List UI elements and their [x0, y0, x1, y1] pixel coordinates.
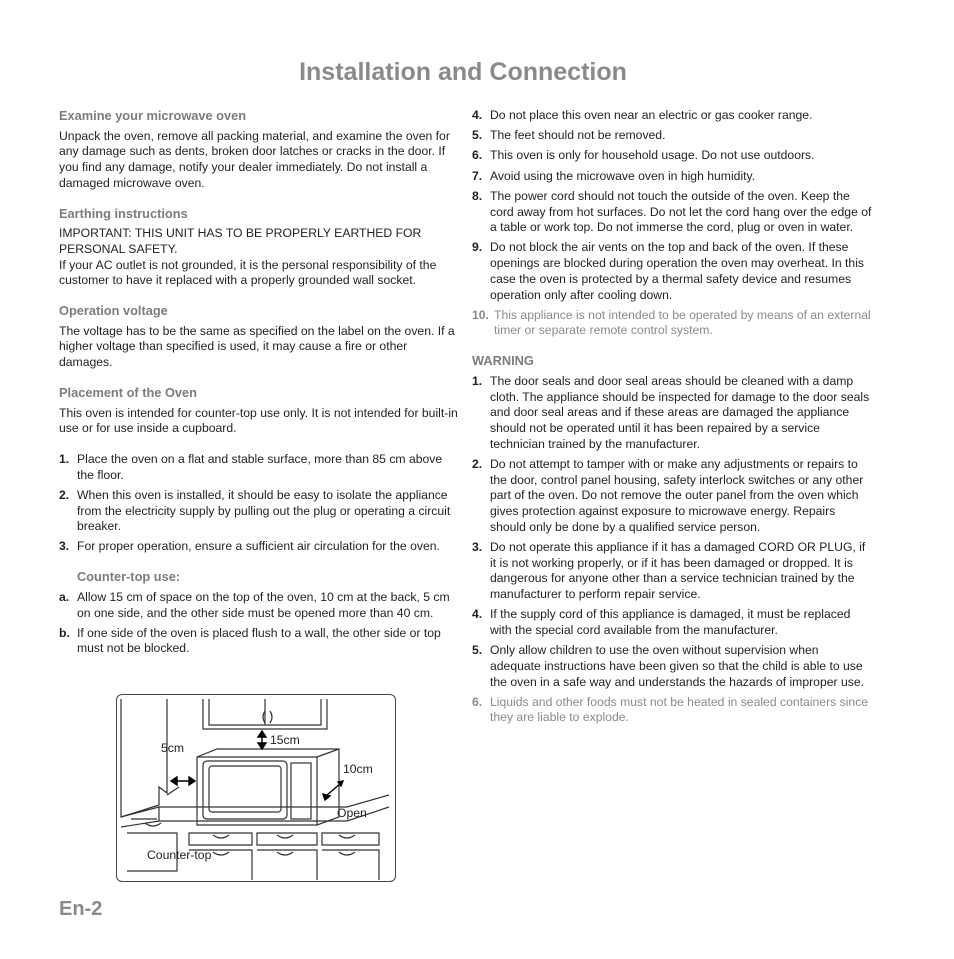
label-15cm: 15cm [270, 733, 300, 747]
text-earthing-ac: If your AC outlet is not grounded, it is the personal responsibility of the customer to have it replaced with a properly grounded wall socket. [59, 257, 437, 288]
section-examine [59, 108, 459, 192]
list-item: 1. The door seals and door seal areas should be cleaned with a damp cloth. The appliance should be inspected for damage to the door seals and door seal areas and if these areas are damaged the appliance should not be operated until it has been repaired by a service technician trained by the manufacturer. [472, 373, 870, 451]
list-item: 5. Only allow children to use the oven without supervision when adequate instructions have been given so that the child is able to use the oven in a safe way and understands the hazards of improper use. [472, 643, 864, 689]
list-item: b. If one side of the oven is placed flush to a wall, the other side or top must not be blocked. [59, 625, 441, 656]
oven-placement-illustration [116, 694, 396, 882]
list-item: 2. When this oven is installed, it should be easy to isolate the appliance from the electricity supply by pulling out the plug or operating a circuit breaker. [59, 487, 451, 534]
section-voltage [59, 303, 459, 371]
page-title: Installation and Connection [299, 58, 627, 86]
page-number: En-2 [59, 898, 103, 920]
list-item: 4. Do not place this oven near an electric or gas cooker range. [472, 108, 813, 122]
heading-placement: Placement of the Oven [59, 384, 197, 400]
section-placement [59, 385, 459, 555]
list-item: 3. Do not operate this appliance if it has a damaged CORD OR PLUG, if it is not working properly, or if it has been damaged or dropped. It is dangerous for anyone other than a service technician trained by the manufacturer to perform repair service. [472, 539, 866, 601]
label-10cm: 10cm [343, 762, 373, 776]
left-column [59, 108, 459, 662]
heading-countertop: Counter-top use: [77, 569, 181, 585]
section-earthing [59, 206, 459, 290]
label-countertop: Counter-top [147, 848, 212, 862]
list-item: 9. Do not block the air vents on the top and back of the oven. If these openings are blocked during operation the oven may overheat. In this case the oven is protected by a thermal safety device and resumes operation only after cooling down. [472, 240, 864, 302]
list-item: 3. For proper operation, ensure a sufficient air circulation for the oven. [59, 539, 440, 554]
countertop-list [59, 590, 459, 657]
heading-warning: WARNING [472, 353, 534, 369]
list-item: a. Allow 15 cm of space on the top of the oven, 10 cm at the back, 5 cm on one side, and the other side must be opened more than 40 cm. [59, 589, 450, 620]
list-item: 4. If the supply cord of this appliance is damaged, it must be replaced with the special cord available from the manufacturer. [472, 607, 851, 637]
label-5cm: 5cm [161, 741, 185, 755]
warning-list [472, 374, 872, 726]
list-item: 7. Avoid using the microwave oven in high humidity. [472, 168, 756, 183]
general-safety-list [472, 108, 872, 339]
heading-examine: Examine your microwave oven [59, 108, 247, 123]
heading-voltage: Operation voltage [59, 303, 168, 319]
right-column [472, 108, 872, 731]
list-item: 8. The power cord should not touch the outside of the oven. Keep the cord away from hot surfaces. Do not let the cord hang over the edge of a table or work top. Do not immerse the cord, plug or oven in water. [472, 188, 872, 235]
list-item: 6. Liquids and other foods must not be heated in sealed containers since they are liable to explode. [472, 694, 869, 725]
heading-earthing: Earthing instructions [59, 205, 188, 221]
text-voltage: The voltage has to be the same as specified on the label on the oven. If a higher voltage than specified is used, it may cause a fire or other damages. [59, 323, 455, 370]
label-open: Open [337, 806, 367, 820]
text-earthing-important: IMPORTANT: THIS UNIT HAS TO BE PROPERLY EARTHED FOR PERSONAL SAFETY. [59, 226, 422, 256]
text-examine: Unpack the oven, remove all packing material, and examine the oven for any damage such as dents, broken door latches or cracks in the door. If you find any damage, notify your dealer immediately. Do not install a damaged microwave oven. [59, 128, 450, 190]
list-item: 5. The feet should not be removed. [472, 128, 666, 143]
list-item: 2. Do not attempt to tamper with or make any adjustments or repairs to the door, control panel housing, safety interlock switches or any other part of the oven. Do not remove the outer panel from the oven which gives protection against exposure to microwave energy. Repairs should only be done by a qualified service person. [472, 456, 864, 534]
list-item: 1. Place the oven on a flat and stable surface, more than 85 cm above the floor. [59, 451, 443, 482]
list-item: 6. This oven is only for household usage. Do not use outdoors. [472, 148, 815, 163]
placement-list [59, 452, 459, 555]
list-item: 10. This appliance is not intended to be operated by means of an external timer or separate remote control system. [472, 307, 871, 338]
text-placement: This oven is intended for counter-top use only. It is not intended for built-in use or for use inside a cupboard. [59, 405, 458, 436]
